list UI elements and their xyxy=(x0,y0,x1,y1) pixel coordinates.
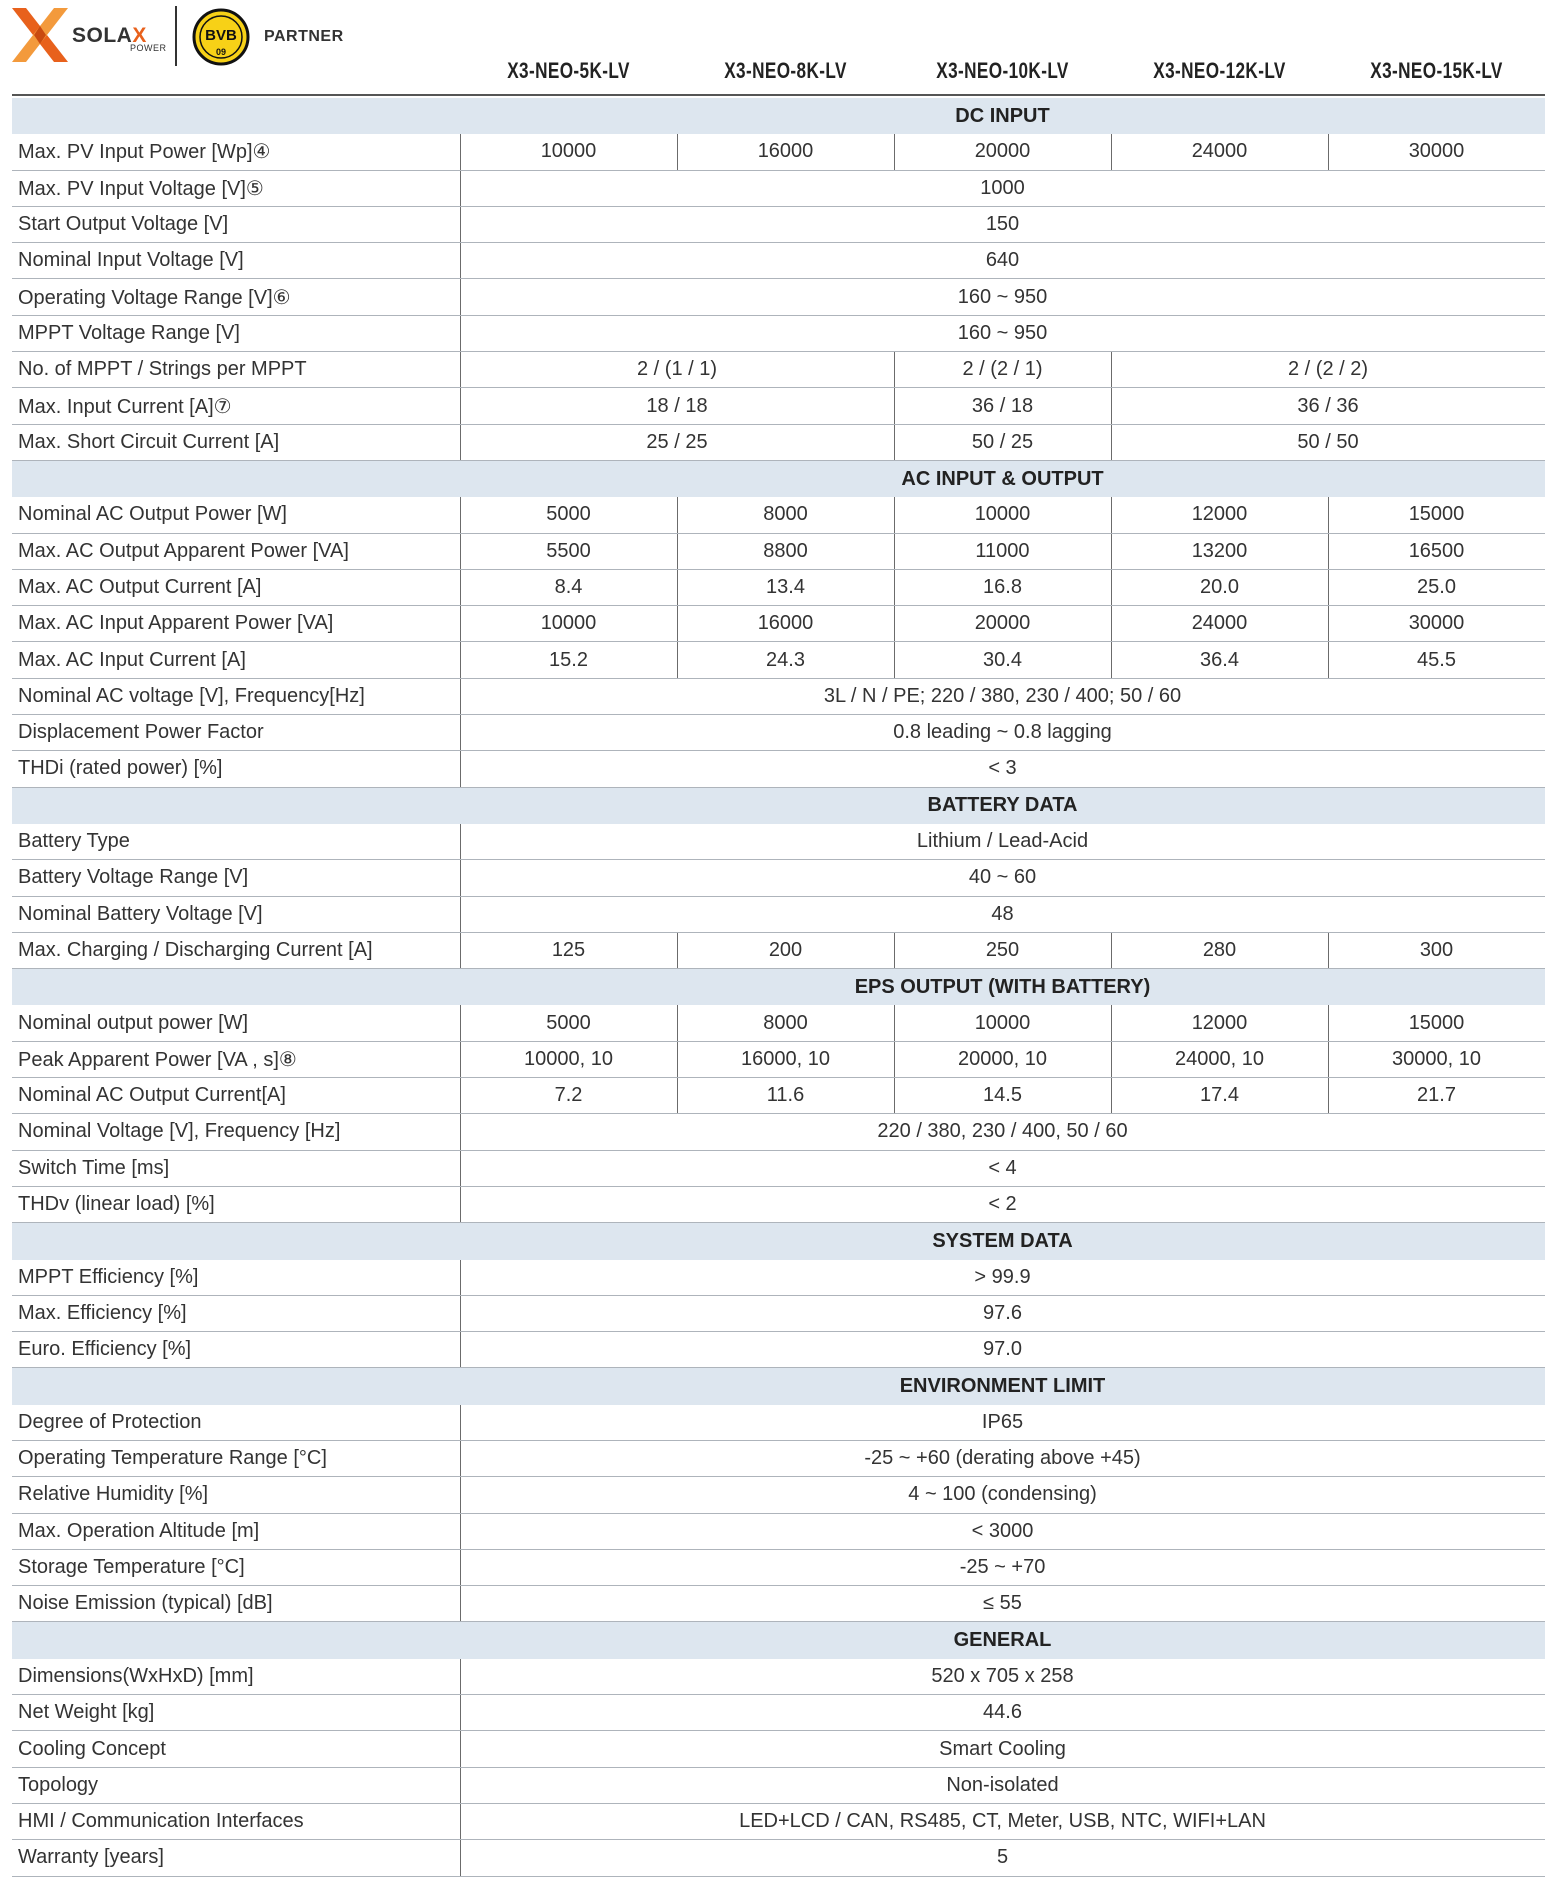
value-cell: 25 / 25 xyxy=(646,430,708,453)
section-header xyxy=(12,788,1545,824)
row-label: Nominal AC voltage [V], Frequency[Hz] xyxy=(18,684,365,707)
value-cell: 21.7 xyxy=(1417,1084,1456,1107)
table-row xyxy=(12,1695,1545,1731)
value-cell: 2 / (2 / 1) xyxy=(962,358,1043,381)
table-row xyxy=(12,352,1545,388)
row-label: Max. Operation Altitude [m] xyxy=(18,1519,260,1542)
table-row xyxy=(12,134,1545,170)
row-label: Storage Temperature [°C] xyxy=(18,1556,245,1579)
value-cell: 16.8 xyxy=(983,576,1022,598)
value-cell: 15.2 xyxy=(549,648,588,671)
value-cell: 11.6 xyxy=(766,1084,805,1107)
row-label: Nominal output power [W] xyxy=(18,1011,249,1034)
table-row xyxy=(12,1151,1545,1187)
value-cell: 150 xyxy=(985,213,1020,236)
value-cell: 5500 xyxy=(546,539,591,562)
value-cell: 24000, 10 xyxy=(1175,1047,1264,1070)
value-cell: 7.2 xyxy=(554,1084,583,1107)
table-row xyxy=(12,425,1545,461)
value-cell: < 4 xyxy=(988,1156,1017,1179)
value-cell: 25.0 xyxy=(1417,576,1456,598)
row-label: Switch Time [ms] xyxy=(18,1156,170,1179)
table-row xyxy=(12,1840,1545,1876)
row-label: Max. Efficiency [%] xyxy=(18,1301,187,1324)
row-label: Noise Emission (typical) [dB] xyxy=(18,1592,273,1615)
bvb-badge-number: 09 xyxy=(215,47,227,57)
value-cell: 15000 xyxy=(1408,1011,1465,1034)
value-cell: 50 / 25 xyxy=(971,430,1034,453)
row-label: Nominal Input Voltage [V] xyxy=(18,249,244,272)
section-header xyxy=(12,1223,1545,1259)
table-row xyxy=(12,207,1545,243)
section-header xyxy=(12,98,1545,134)
value-cell: 36 / 18 xyxy=(971,394,1034,417)
table-row xyxy=(12,642,1545,678)
value-cell: < 3000 xyxy=(971,1519,1034,1542)
value-cell: 2 / (2 / 2) xyxy=(1287,358,1369,381)
row-label: Nominal AC Output Current[A] xyxy=(18,1084,286,1107)
row-label: Max. Input Current [A]⑦ xyxy=(18,395,232,418)
value-cell: Smart Cooling xyxy=(939,1737,1066,1760)
table-row xyxy=(12,316,1545,352)
value-cell: 220 / 380, 230 / 400, 50 / 60 xyxy=(877,1120,1128,1143)
brand-header xyxy=(12,4,372,66)
table-row xyxy=(12,171,1545,207)
table-row xyxy=(12,1078,1545,1114)
section-title: EPS OUTPUT (WITH BATTERY) xyxy=(854,975,1151,998)
value-cell: 97.6 xyxy=(983,1301,1022,1324)
row-label: Cooling Concept xyxy=(18,1737,166,1760)
row-label: Operating Voltage Range [V]⑥ xyxy=(18,286,291,309)
value-cell: 8000 xyxy=(763,503,808,526)
model-header: X3-NEO-10K-LV xyxy=(936,58,1069,83)
table-row xyxy=(12,715,1545,751)
table-row xyxy=(12,497,1545,533)
table-row xyxy=(12,570,1545,606)
row-label: Dimensions(WxHxD) [mm] xyxy=(18,1664,254,1687)
value-cell: 30000 xyxy=(1408,140,1465,163)
value-cell: > 99.9 xyxy=(974,1265,1031,1288)
value-cell: 160 ~ 950 xyxy=(957,285,1048,308)
table-row xyxy=(12,679,1545,715)
row-label: Nominal AC Output Power [W] xyxy=(18,503,287,526)
value-cell: 36 / 36 xyxy=(1297,394,1359,417)
section-header xyxy=(12,1368,1545,1404)
row-label: MPPT Voltage Range [V] xyxy=(18,321,240,344)
value-cell: 0.8 leading ~ 0.8 lagging xyxy=(893,721,1112,744)
table-row xyxy=(12,1260,1545,1296)
value-cell: 30000, 10 xyxy=(1392,1047,1481,1070)
row-label: Warranty [years] xyxy=(18,1846,164,1869)
value-cell: 3L / N / PE; 220 / 380, 230 / 400; 50 / 60 xyxy=(823,684,1182,707)
value-cell: 15000 xyxy=(1408,503,1465,526)
model-header: X3-NEO-5K-LV xyxy=(507,58,630,83)
value-cell: 10000, 10 xyxy=(524,1047,613,1070)
value-cell: 5000 xyxy=(546,1011,591,1034)
value-cell: 97.0 xyxy=(983,1338,1022,1361)
model-header: X3-NEO-8K-LV xyxy=(724,58,847,83)
value-cell: 17.4 xyxy=(1200,1084,1239,1107)
bvb-badge-text: BVB xyxy=(205,27,237,44)
row-label: Euro. Efficiency [%] xyxy=(18,1338,192,1361)
table-row xyxy=(12,1804,1545,1840)
table-row xyxy=(12,1659,1545,1695)
value-cell: Non-isolated xyxy=(946,1773,1059,1796)
table-row xyxy=(12,1731,1545,1767)
value-cell: 8.4 xyxy=(554,576,583,598)
table-row xyxy=(12,388,1545,424)
table-row xyxy=(12,824,1545,860)
value-cell: 125 xyxy=(551,938,586,961)
section-title: BATTERY DATA xyxy=(927,794,1078,817)
value-cell: 40 ~ 60 xyxy=(968,866,1037,889)
value-cell: 250 xyxy=(985,938,1020,961)
row-label: Max. AC Output Apparent Power [VA] xyxy=(18,539,349,562)
row-label: Max. AC Input Current [A] xyxy=(18,648,246,671)
section-header xyxy=(12,969,1545,1005)
value-cell: 5000 xyxy=(546,503,591,526)
value-cell: 11000 xyxy=(975,539,1030,562)
value-cell: 45.5 xyxy=(1417,648,1456,671)
row-label: THDv (linear load) [%] xyxy=(18,1193,215,1216)
section-title: ENVIRONMENT LIMIT xyxy=(899,1375,1106,1398)
table-row xyxy=(12,1441,1545,1477)
spec-table xyxy=(12,98,1545,1877)
table-row xyxy=(12,1768,1545,1804)
row-label: Degree of Protection xyxy=(18,1410,202,1433)
value-cell: 13200 xyxy=(1191,539,1248,562)
section-header xyxy=(12,461,1545,497)
value-cell: 50 / 50 xyxy=(1297,430,1359,453)
partner-label: PARTNER xyxy=(264,28,344,45)
section-title: GENERAL xyxy=(953,1629,1052,1652)
row-label: MPPT Efficiency [%] xyxy=(18,1265,199,1288)
value-cell: 160 ~ 950 xyxy=(957,321,1048,344)
row-label: Max. AC Input Apparent Power [VA] xyxy=(18,612,334,635)
value-cell: 20000, 10 xyxy=(958,1047,1047,1070)
value-cell: LED+LCD / CAN, RS485, CT, Meter, USB, NTC, WIFI+LAN xyxy=(739,1810,1266,1833)
value-cell: 520 x 705 x 258 xyxy=(931,1664,1074,1687)
row-label: No. of MPPT / Strings per MPPT xyxy=(18,358,307,381)
table-row xyxy=(12,751,1545,787)
row-label: Net Weight [kg] xyxy=(18,1701,155,1724)
value-cell: 200 xyxy=(768,938,803,961)
table-row xyxy=(12,534,1545,570)
header-rule xyxy=(12,94,1545,96)
value-cell: 20000 xyxy=(974,612,1031,635)
table-row xyxy=(12,1550,1545,1586)
row-label: Max. Charging / Discharging Current [A] xyxy=(18,938,373,961)
table-row xyxy=(12,1477,1545,1513)
row-label: Operating Temperature Range [°C] xyxy=(18,1447,327,1470)
value-cell: ≤ 55 xyxy=(983,1592,1022,1615)
solax-x-logo-icon xyxy=(12,8,68,62)
value-cell: 16000 xyxy=(757,140,814,163)
row-label: Topology xyxy=(18,1773,99,1796)
value-cell: 44.6 xyxy=(983,1701,1022,1724)
table-row xyxy=(12,606,1545,642)
value-cell: 10000 xyxy=(540,140,597,163)
table-row xyxy=(12,933,1545,969)
table-row xyxy=(12,1405,1545,1441)
value-cell: 12000 xyxy=(1191,503,1248,526)
table-row xyxy=(12,1586,1545,1622)
row-label: Nominal Battery Voltage [V] xyxy=(18,902,263,925)
table-row xyxy=(12,1042,1545,1078)
row-label: Battery Type xyxy=(18,830,130,853)
row-label: Nominal Voltage [V], Frequency [Hz] xyxy=(18,1120,341,1143)
value-cell: 300 xyxy=(1419,938,1454,961)
value-cell: 16500 xyxy=(1408,539,1465,562)
value-cell: 8000 xyxy=(763,1011,808,1034)
table-row xyxy=(12,1514,1545,1550)
table-row xyxy=(12,897,1545,933)
model-header: X3-NEO-15K-LV xyxy=(1370,58,1503,83)
value-cell: 640 xyxy=(985,249,1020,272)
row-label: Relative Humidity [%] xyxy=(18,1483,209,1506)
value-cell: < 2 xyxy=(988,1193,1017,1216)
table-row xyxy=(12,279,1545,315)
value-cell: 30.4 xyxy=(983,648,1022,671)
table-row xyxy=(12,1296,1545,1332)
value-cell: -25 ~ +60 (derating above +45) xyxy=(864,1447,1141,1470)
row-label: Max. AC Output Current [A] xyxy=(18,576,262,598)
row-label: HMI / Communication Interfaces xyxy=(18,1810,304,1833)
value-cell: Lithium / Lead-Acid xyxy=(916,830,1089,853)
value-cell: 16000, 10 xyxy=(741,1047,830,1070)
section-header xyxy=(12,1622,1545,1658)
value-cell: 2 / (1 / 1) xyxy=(636,358,718,381)
value-cell: 16000 xyxy=(757,612,814,635)
solax-power-label: POWER xyxy=(130,43,167,53)
section-title: AC INPUT & OUTPUT xyxy=(901,467,1104,490)
value-cell: 4 ~ 100 (condensing) xyxy=(908,1483,1097,1506)
bvb-badge-icon xyxy=(192,8,250,66)
row-label: Battery Voltage Range [V] xyxy=(18,866,249,889)
row-label: Start Output Voltage [V] xyxy=(18,213,229,236)
value-cell: 24.3 xyxy=(766,648,805,671)
value-cell: 8800 xyxy=(763,539,808,562)
model-header-row xyxy=(460,58,1545,92)
value-cell: 5 xyxy=(996,1846,1009,1869)
table-row xyxy=(12,1332,1545,1368)
value-cell: 24000 xyxy=(1191,612,1248,635)
row-label: Max. PV Input Power [Wp]④ xyxy=(18,141,271,164)
value-cell: 14.5 xyxy=(983,1084,1022,1107)
row-label: THDi (rated power) [%] xyxy=(18,757,223,780)
value-cell: 10000 xyxy=(974,503,1031,526)
solax-wordmark: SOLAX xyxy=(72,24,147,47)
table-row xyxy=(12,1187,1545,1223)
section-title: DC INPUT xyxy=(955,104,1050,127)
row-label: Max. Short Circuit Current [A] xyxy=(18,430,280,453)
value-cell: IP65 xyxy=(981,1410,1024,1433)
logo-divider xyxy=(175,6,177,66)
row-label: Displacement Power Factor xyxy=(18,721,264,744)
value-cell: 280 xyxy=(1202,938,1237,961)
table-row xyxy=(12,243,1545,279)
section-title: SYSTEM DATA xyxy=(932,1229,1073,1252)
value-cell: 13.4 xyxy=(766,576,805,598)
value-cell: 10000 xyxy=(540,612,597,635)
value-cell: 36.4 xyxy=(1200,648,1239,671)
value-cell: 20.0 xyxy=(1200,576,1239,598)
table-row xyxy=(12,860,1545,896)
value-cell: 18 / 18 xyxy=(646,394,708,417)
row-label: Peak Apparent Power [VA , s]⑧ xyxy=(18,1048,297,1071)
value-cell: -25 ~ +70 xyxy=(959,1556,1046,1579)
table-row xyxy=(12,1114,1545,1150)
value-cell: 20000 xyxy=(974,140,1031,163)
model-header: X3-NEO-12K-LV xyxy=(1153,58,1286,83)
row-label: Max. PV Input Voltage [V]⑤ xyxy=(18,177,264,200)
value-cell: 30000 xyxy=(1408,612,1465,635)
table-row xyxy=(12,1005,1545,1041)
value-cell: 24000 xyxy=(1191,140,1248,163)
value-cell: 12000 xyxy=(1191,1011,1248,1034)
value-cell: 10000 xyxy=(974,1011,1031,1034)
value-cell: < 3 xyxy=(988,757,1017,780)
value-cell: 1000 xyxy=(980,176,1025,199)
value-cell: 48 xyxy=(991,902,1014,925)
